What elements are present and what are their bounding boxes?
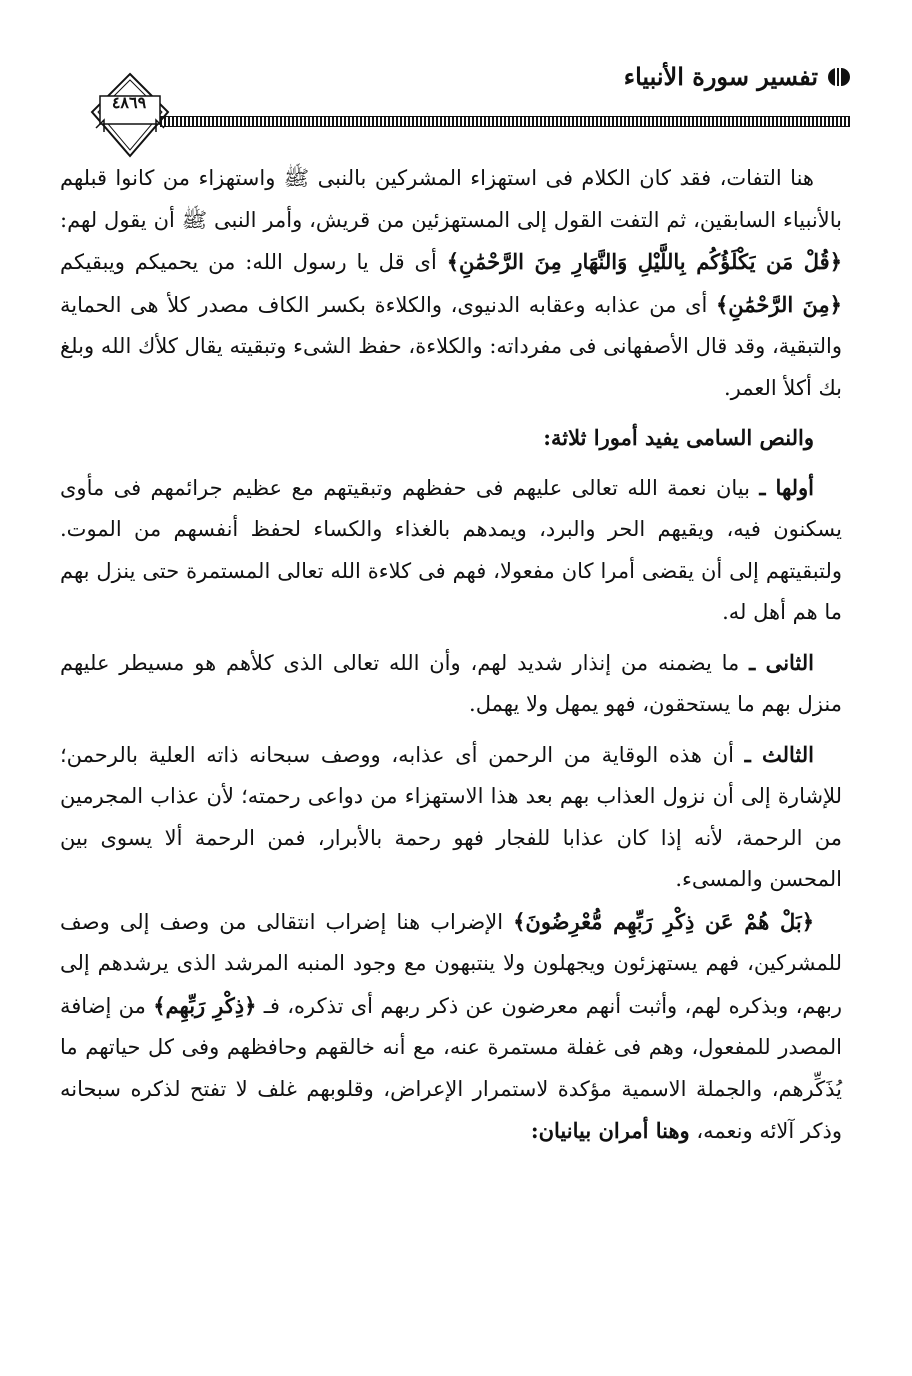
diamond-frame-icon — [90, 72, 170, 158]
text-span: أى قل يا رسول الله: من يحميكم ويبقيكم — [60, 250, 447, 274]
header-rule — [160, 116, 850, 127]
paragraph-second-point — [60, 642, 842, 726]
section-heading: والنص السامى يفيد أمورا ثلاثة: — [543, 425, 814, 450]
text-span: أى من عذابه وعقابه الدنيوى، والكلاءة بكسر الكاف مصدر كلأ هى الحماية والتبقية، وقد قال الأصفهانى فى مفرداته: والكلاءة، حفظ الشىء وتبقيته يقال كلأك الله وبلغ بك أكلأ العمر. — [60, 292, 842, 400]
page-number: ٤٨٦٩ — [111, 93, 147, 112]
point-label: الثانى ـ — [749, 649, 815, 675]
quran-verse: ﴿بَلْ هُمْ عَن ذِكْرِ رَبِّهِم مُّعْرِضُونَ﴾ — [513, 908, 814, 934]
text-span: أن هذه الوقاية من الرحمن أى عذابه، ووصف سبحانه ذاته العلية بالرحمن؛ للإشارة إلى أن نزول العذاب بهم بعد هذا الاستهزاء من دواعى رحمته؛ لأن عذاب المجرمين من الرحمة، لأنه إذا كان عذابا للفجار فهو رحمة بالأبرار، فمن الرحمة ألا يسوى بين المحسن والمسىء. — [60, 742, 842, 891]
text-span: هنا التفات، فقد كان الكلام فى استهزاء المشركين بالنبى ﷺ واستهزاء من كانوا قبلهم بالأنبياء السابقين، ثم التفت القول إلى المستهزئين من قريش، وأمر النبى ﷺ أن يقول لهم: — [60, 166, 842, 232]
quran-verse: ﴿قُلْ مَن يَكْلَؤُكُم بِاللَّيْلِ وَالنَّهَارِ مِنَ الرَّحْمَٰنِ﴾ — [446, 249, 843, 274]
quran-verse: ﴿ذِكْرِ رَبِّهِم﴾ — [153, 992, 257, 1018]
text-span: بيان نعمة الله تعالى عليهم فى حفظهم وتبقيتهم مع عظيم جرائمهم فى مأوى يسكنون فيه، ويقيهم الحر والبرد، ويمدهم بالغذاء والكساء لحفظ أنفسهم من الموت. ولتبقيتهم إلى أن يقضى أمرا كان مفعولا، فهم فى كلاءة الله تعالى المستمرة حتى ينزل بهم ما هم أهل له. — [60, 475, 842, 624]
paragraph-first-point — [60, 467, 842, 634]
text-span: ما يضمنه من إنذار شديد لهم، وأن الله تعالى الذى كلأهم هو مسيطر عليهم منزل بهم ما يستحقون، فهو يمهل ولا يهمل. — [60, 650, 842, 716]
text-span: من إضافة المصدر للمفعول، وهم فى غفلة مستمرة عنه، مع أنه خالقهم وحافظهم وفى كل حياتهم ما يُذَكِّرهم، والجملة الاسمية مؤكدة لاستمرار الإعراض، وقلوبهم غلف لا تفتح لذكره سبحانه وذكر آلائه ونعمه، — [60, 993, 842, 1143]
paragraph-verse-commentary — [60, 901, 842, 1153]
page-number-badge — [90, 72, 170, 158]
paragraph-third-point — [60, 734, 842, 901]
text-span: الإضراب هنا إضراب انتقالى من وصف إلى وصف للمشركين، فهم يستهزئون ويجهلون ولا ينتبهون مع وجود المنبه المرشد الذى يرشدهم إلى ربهم، وبذكره لهم، وأثبت أنهم معرضون عن ذكر ربهم أى تذكره، فـ — [60, 909, 842, 1018]
point-label: الثالث ـ — [744, 741, 815, 767]
main-text — [60, 158, 842, 1153]
page-header — [90, 52, 850, 162]
running-title: تفسير سورة الأنبياء — [623, 62, 818, 91]
header-ornament-icon — [828, 68, 850, 86]
bold-closing: وهنا أمران بيانيان: — [530, 1118, 690, 1143]
paragraph-intro — [60, 158, 842, 409]
point-label: أولها ـ — [759, 474, 814, 500]
quran-verse: ﴿مِنَ الرَّحْمَٰنِ﴾ — [715, 291, 842, 317]
